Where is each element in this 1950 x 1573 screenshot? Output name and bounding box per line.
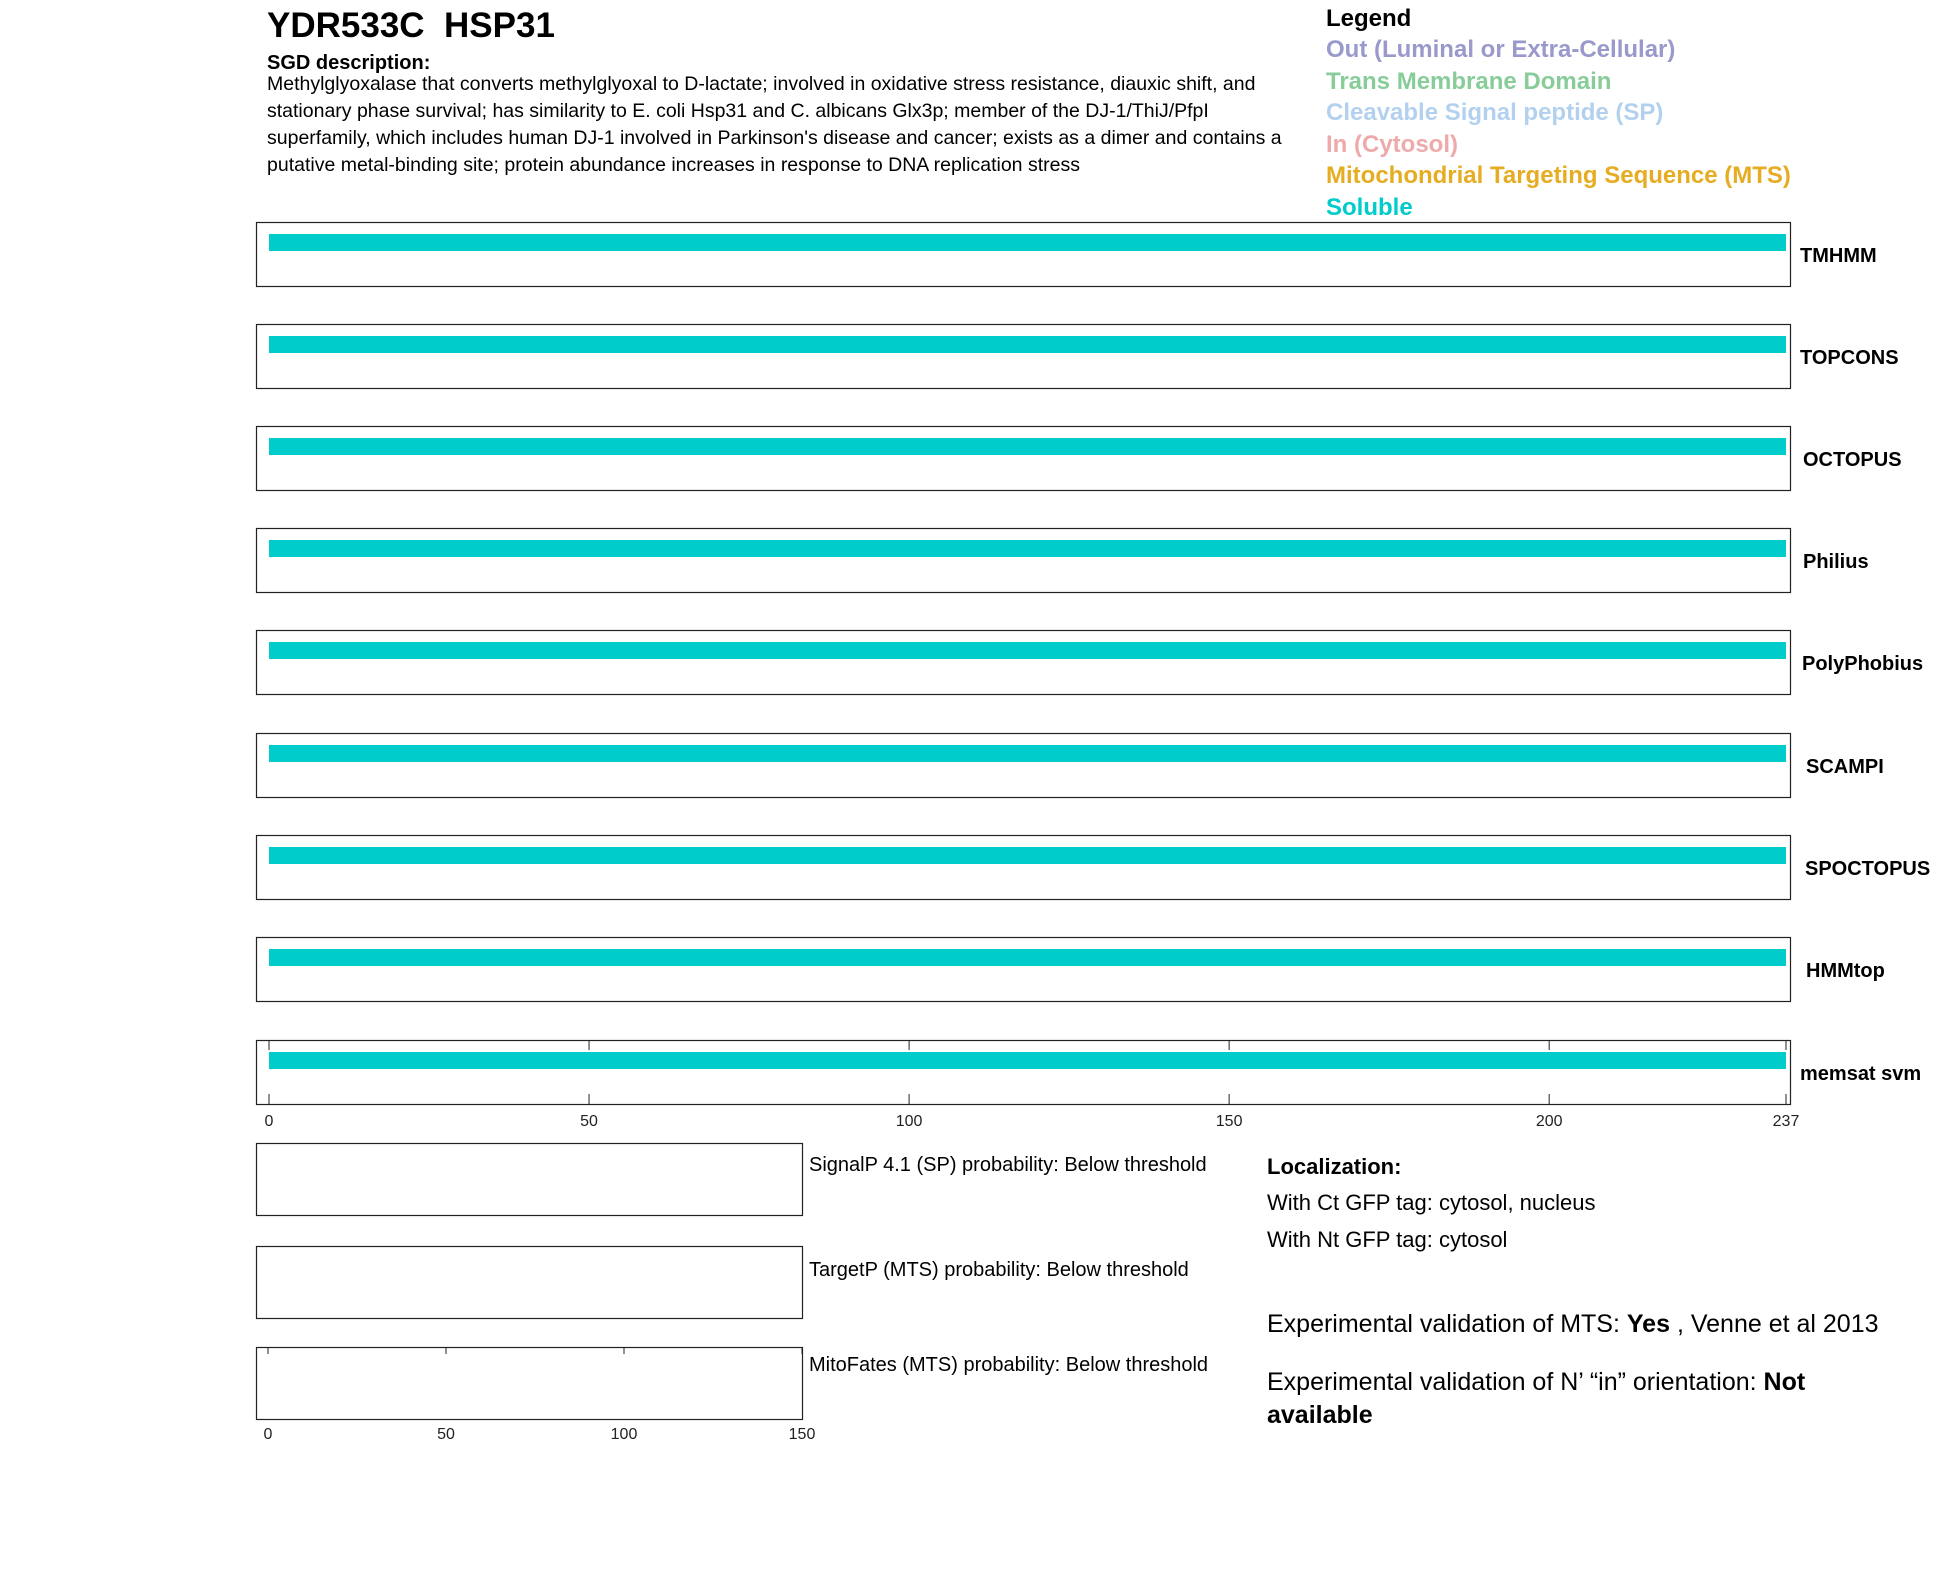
prob-x-tick-label: 150 [788, 1426, 816, 1443]
targetp-label: TargetP (MTS) probability: Below threshold [809, 1259, 1189, 1281]
description-heading: SGD description: [267, 52, 431, 74]
track-segment [269, 847, 1786, 864]
track-segment [269, 949, 1786, 966]
legend-item-in: In (Cytosol) [1326, 130, 1458, 158]
track-segment [269, 1052, 1786, 1069]
gene-id: YDR533C [267, 6, 425, 45]
mitofates-label: MitoFates (MTS) probability: Below threshold [809, 1354, 1209, 1376]
description-text: Methylglyoxalase that converts methylglyoxal to D-lactate; involved in oxidative stress resistance, diauxic shift, and stationary phase survival; has similarity to E. coli Hsp31 and C. albicans Glx3p; member of the DJ-1/ThiJ/PfpI superfamily, which includes human DJ-1 involved in Parkinson's disease and cancer; exists as a dimer and contains a putative metal-binding site; protein abundance increases in response to DNA replication stress [267, 73, 1282, 176]
method-label: Philius [1803, 551, 1869, 573]
method-label: PolyPhobius [1802, 653, 1924, 675]
track-frame [257, 938, 1791, 1002]
legend-item-mts: Mitochondrial Targeting Sequence (MTS) [1326, 162, 1791, 190]
exp-validation-nin [1267, 1366, 1907, 1432]
track-segment [269, 234, 1786, 251]
track-frame [257, 1041, 1791, 1105]
prob-x-tick-label: 50 [437, 1426, 455, 1443]
track-frame [257, 529, 1791, 593]
x-tick-label: 200 [1535, 1113, 1563, 1130]
x-tick-label: 0 [264, 1113, 274, 1130]
legend-item-tm: Trans Membrane Domain [1326, 67, 1612, 95]
gene-name: HSP31 [444, 6, 555, 45]
track-frame [257, 223, 1791, 287]
legend-item-soluble: Soluble [1326, 193, 1413, 221]
method-label: memsat svm [1800, 1063, 1922, 1085]
method-label: SCAMPI [1806, 756, 1884, 778]
method-label: SPOCTOPUS [1805, 858, 1931, 880]
track-frame [257, 631, 1791, 695]
localization-ct-gfp: With Ct GFP tag: cytosol, nucleus [1267, 1190, 1596, 1215]
track-frame [257, 734, 1791, 798]
prob-x-tick-label: 100 [610, 1426, 638, 1443]
legend-title: Legend [1326, 5, 1412, 32]
x-tick-label: 100 [895, 1113, 923, 1130]
x-tick-label: 237 [1772, 1113, 1800, 1130]
track-frame [257, 836, 1791, 900]
x-tick-label: 50 [580, 1113, 598, 1130]
track-segment [269, 438, 1786, 455]
localization-nt-gfp: With Nt GFP tag: cytosol [1267, 1227, 1508, 1252]
legend-item-sp: Cleavable Signal peptide (SP) [1326, 99, 1664, 127]
x-tick-label: 150 [1215, 1113, 1243, 1130]
signalp-label: SignalP 4.1 (SP) probability: Below threshold [809, 1154, 1207, 1176]
probability-panel [257, 1144, 803, 1216]
localization-title: Localization: [1267, 1154, 1402, 1179]
method-label: HMMtop [1806, 960, 1885, 982]
localization-section [1267, 1150, 1596, 1258]
exp-nin-prefix: Experimental validation of N’ “in” orientation: [1267, 1368, 1764, 1396]
exp-validation-mts [1267, 1308, 1907, 1341]
method-label: OCTOPUS [1803, 449, 1902, 471]
track-frame [257, 325, 1791, 389]
prob-x-tick-label: 0 [263, 1426, 273, 1443]
track-segment [269, 540, 1786, 557]
track-frame [257, 427, 1791, 491]
track-segment [269, 745, 1786, 762]
probability-panel [257, 1348, 803, 1420]
track-segment [269, 642, 1786, 659]
exp-mts-prefix: Experimental validation of MTS: [1267, 1310, 1627, 1338]
legend-item-out: Out (Luminal or Extra-Cellular) [1326, 36, 1676, 63]
track-segment [269, 336, 1786, 353]
exp-mts-value: Yes [1626, 1310, 1670, 1338]
method-label: TMHMM [1800, 245, 1877, 267]
probability-panel [257, 1247, 803, 1319]
exp-nin-value: Not available [1267, 1368, 1806, 1429]
method-label: TOPCONS [1800, 347, 1899, 369]
exp-mts-ref: , Venne et al 2013 [1670, 1310, 1879, 1338]
